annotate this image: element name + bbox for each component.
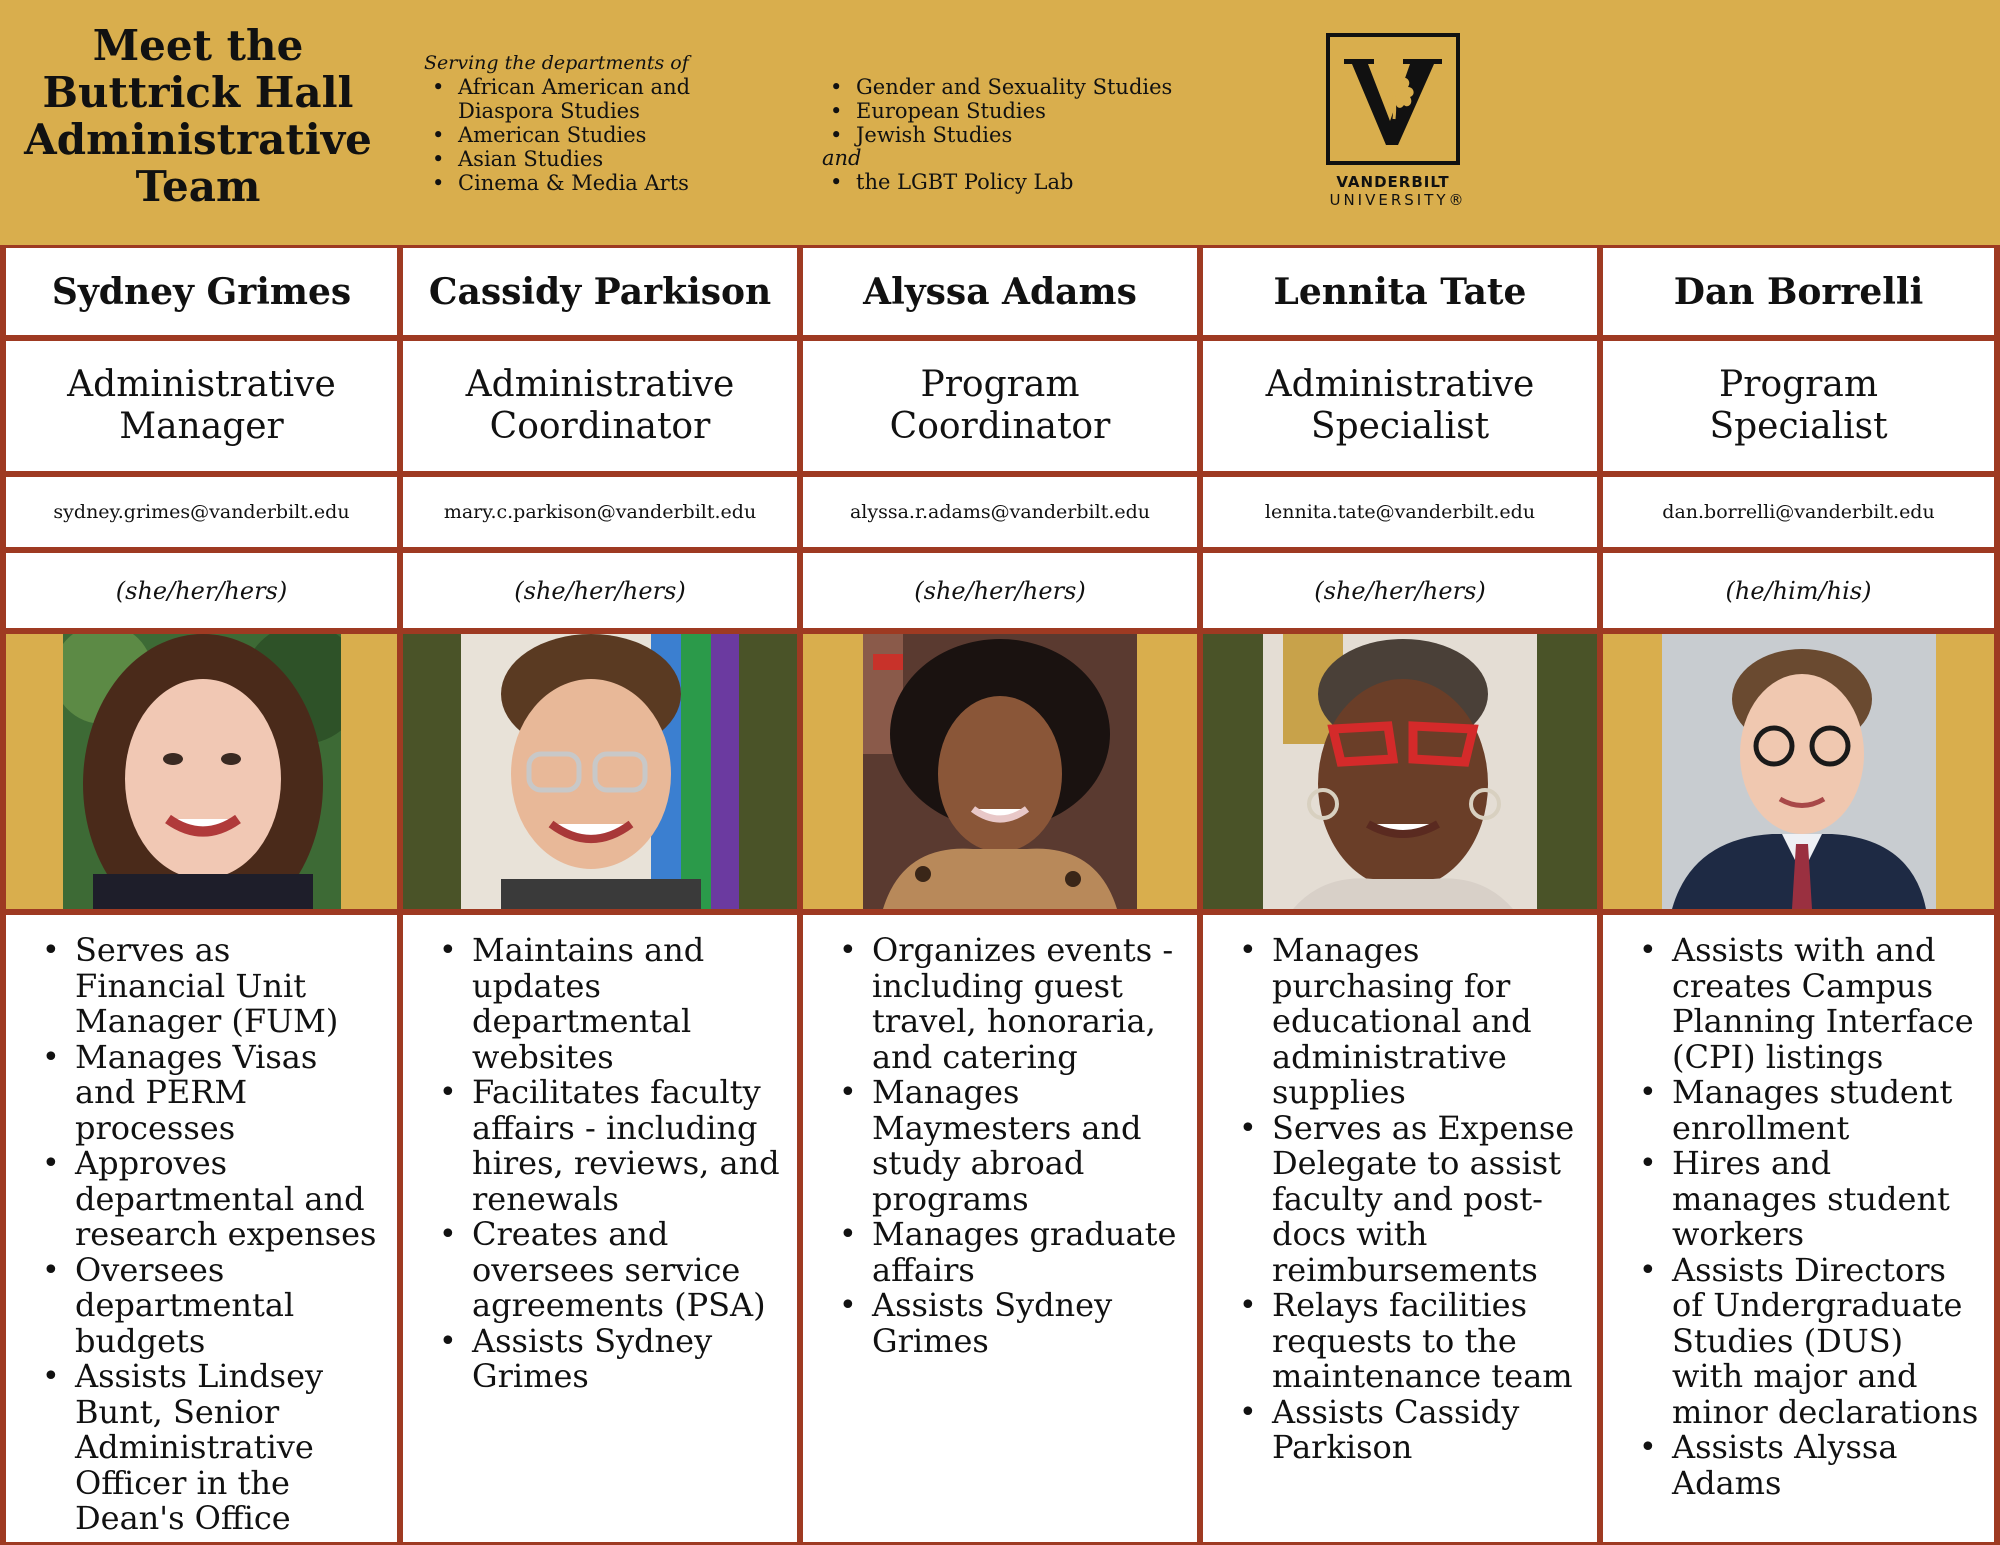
department-item: • Jewish Studies [822, 123, 1222, 147]
member-name: Sydney Grimes [6, 248, 397, 335]
department-item: • the LGBT Policy Lab [822, 170, 1222, 194]
member-pronouns: (she/her/hers) [6, 553, 397, 628]
duty-item: • Assists Sydney Grimes [439, 1324, 787, 1395]
member-role [6, 341, 397, 471]
role-line: Administrative [67, 364, 336, 405]
title-line: Buttrick Hall [42, 68, 354, 117]
photo-frame [803, 634, 1197, 909]
role-line: Specialist [1310, 406, 1490, 447]
member-name: Cassidy Parkison [403, 248, 797, 335]
member-photo [1662, 634, 1936, 909]
member-photo [863, 634, 1137, 909]
photo-frame [403, 634, 797, 909]
duty-item: • Approves departmental and research expenses [42, 1146, 387, 1253]
member-pronouns: (she/her/hers) [1203, 553, 1597, 628]
duty-item: • Oversees departmental budgets [42, 1253, 387, 1360]
role-line: Coordinator [489, 406, 711, 447]
duty-item: • Facilitates faculty affairs - including hires, reviews, and renewals [439, 1075, 787, 1217]
member-name: Alyssa Adams [803, 248, 1197, 335]
role-line: Manager [119, 406, 284, 447]
department-list [822, 170, 1222, 194]
duties-list [1603, 915, 1994, 1542]
duty-item: • Serves as Financial Unit Manager (FUM) [42, 933, 387, 1040]
role-line: Administrative [465, 364, 735, 405]
photo-frame [1603, 634, 1994, 909]
title-line: Meet the [92, 21, 304, 70]
member-pronouns: (she/her/hers) [403, 553, 797, 628]
department-item: • Cinema & Media Arts [424, 171, 754, 195]
duty-item: • Assists Sydney Grimes [839, 1288, 1187, 1359]
role-line: Program [1719, 364, 1878, 405]
header [0, 0, 2000, 245]
logo-mark [1326, 33, 1460, 165]
duty-item: • Assists Cassidy Parkison [1239, 1395, 1587, 1466]
duty-item: • Creates and oversees service agreements (PSA) [439, 1217, 787, 1324]
duty-item: • Maintains and updates departmental websites [439, 933, 787, 1075]
duty-item: • Manages purchasing for educational and administrative supplies [1239, 933, 1587, 1111]
photo-frame [1203, 634, 1597, 909]
member-name: Lennita Tate [1203, 248, 1597, 335]
department-item: • Gender and Sexuality Studies [822, 75, 1222, 99]
member-email[interactable]: alyssa.r.adams@vanderbilt.edu [803, 477, 1197, 547]
and-label: and [822, 146, 862, 170]
team-member-column [1200, 245, 1600, 1545]
duties-list [403, 915, 797, 1542]
department-list [424, 75, 754, 195]
duty-item: • Hires and manages student workers [1639, 1146, 1984, 1253]
duty-item: • Relays facilities requests to the maintenance team [1239, 1288, 1587, 1395]
member-role [1203, 341, 1597, 471]
duties-list [1203, 915, 1597, 1542]
team-table [0, 245, 2000, 1545]
duty-item: • Manages student enrollment [1639, 1075, 1984, 1146]
member-pronouns: (he/him/his) [1603, 553, 1994, 628]
serving-caption: Serving the departments of [424, 52, 689, 74]
member-role [1603, 341, 1994, 471]
member-email[interactable]: mary.c.parkison@vanderbilt.edu [403, 477, 797, 547]
v-oak-leaf-icon [1330, 37, 1456, 161]
department-list [822, 75, 1222, 147]
vanderbilt-logo [1322, 33, 1482, 223]
team-member-column [400, 245, 800, 1545]
member-photo [63, 634, 341, 909]
member-photo [461, 634, 739, 909]
role-line: Program [920, 364, 1080, 405]
role-line: Specialist [1709, 406, 1888, 447]
duty-item: • Assists with and creates Campus Planning Interface (CPI) listings [1639, 933, 1984, 1075]
member-email[interactable]: lennita.tate@vanderbilt.edu [1203, 477, 1597, 547]
member-role [803, 341, 1197, 471]
photo-frame [6, 634, 397, 909]
duty-item: • Manages Visas and PERM processes [42, 1040, 387, 1147]
member-pronouns: (she/her/hers) [803, 553, 1197, 628]
duty-item: • Assists Alyssa Adams [1639, 1430, 1984, 1501]
department-item: • Asian Studies [424, 147, 754, 171]
duty-item: • Manages Maymesters and study abroad programs [839, 1075, 1187, 1217]
department-item: • American Studies [424, 123, 754, 147]
duty-item: • Manages graduate affairs [839, 1217, 1187, 1288]
duty-item: • Serves as Expense Delegate to assist faculty and post-docs with reimbursements [1239, 1111, 1587, 1289]
member-name: Dan Borrelli [1603, 248, 1994, 335]
department-item: • African American and Diaspora Studies [424, 75, 754, 123]
role-line: Administrative [1265, 364, 1535, 405]
title-line: Administrative [24, 115, 372, 164]
title-line: Team [135, 162, 261, 211]
team-member-column [1600, 245, 2000, 1545]
duty-item: • Assists Lindsey Bunt, Senior Administrative Officer in the Dean's Office [42, 1359, 387, 1537]
duty-item: • Organizes events - including guest travel, honoraria, and catering [839, 933, 1187, 1075]
duties-list [6, 915, 397, 1542]
logo-subwordmark: UNIVERSITY® [1329, 191, 1467, 209]
role-line: Coordinator [889, 406, 1111, 447]
member-role [403, 341, 797, 471]
team-member-column [0, 245, 400, 1545]
team-member-column [800, 245, 1200, 1545]
duties-list [803, 915, 1197, 1542]
member-photo [1263, 634, 1537, 909]
member-email[interactable]: dan.borrelli@vanderbilt.edu [1603, 477, 1994, 547]
department-item: • European Studies [822, 99, 1222, 123]
duty-item: • Assists Directors of Undergraduate Studies (DUS) with major and minor declarations [1639, 1253, 1984, 1431]
logo-wordmark: VANDERBILT [1336, 173, 1450, 191]
member-email[interactable]: sydney.grimes@vanderbilt.edu [6, 477, 397, 547]
page-title [18, 22, 378, 210]
